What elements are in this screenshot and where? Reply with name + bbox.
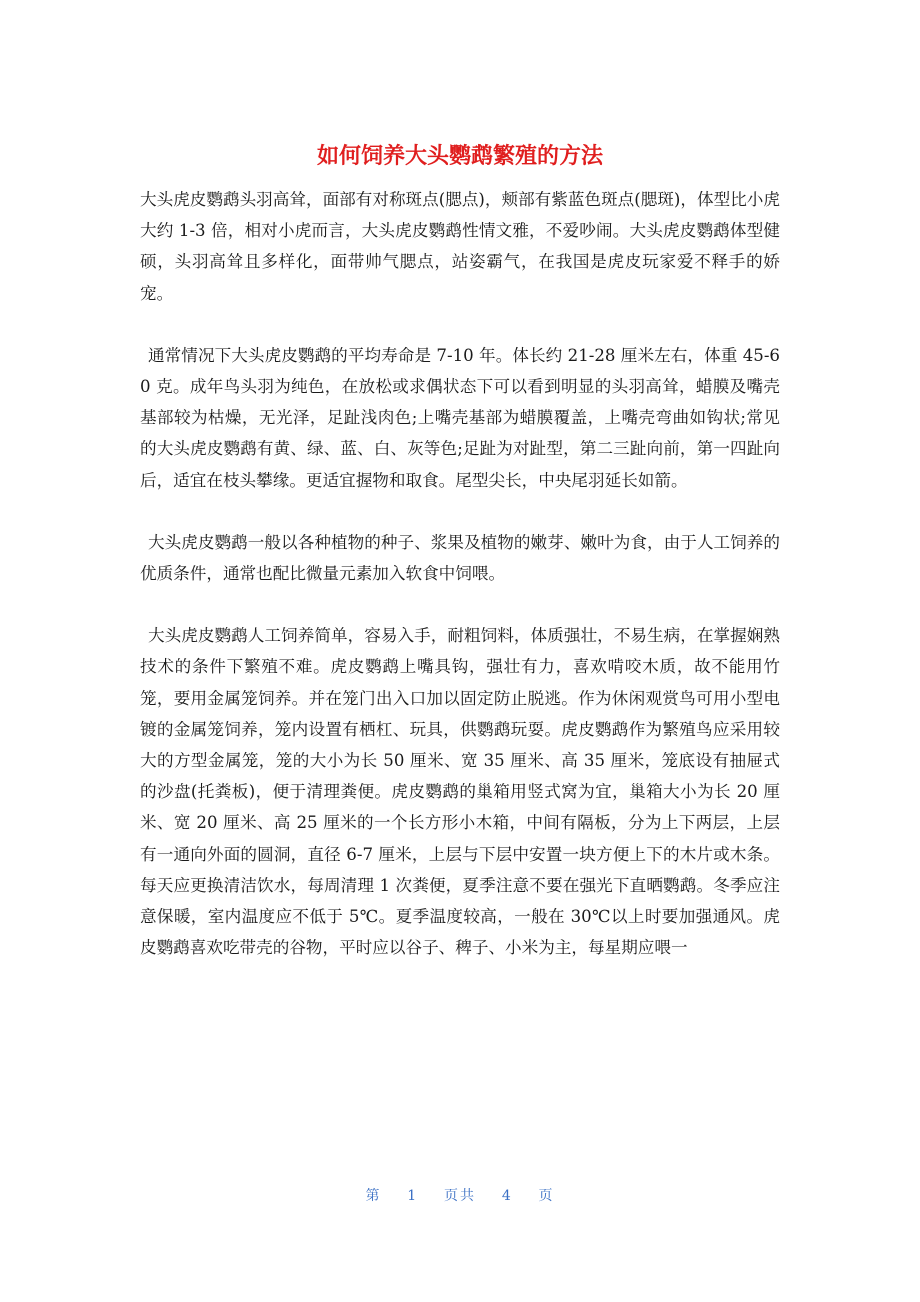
paragraph-1: 大头虎皮鹦鹉头羽高耸，面部有对称斑点(腮点)，颊部有紫蓝色斑点(腮斑)，体型比小虎大约 1-3 倍，相对小虎而言，大头虎皮鹦鹉性情文雅，不爱吵闹。大头虎皮鹦鹉体型健硕，头羽高耸且多样化，面带帅气腮点，站姿霸气，在我国是虎皮玩家爱不释手的娇宠。 bbox=[140, 190, 780, 303]
footer-suffix: 页 bbox=[538, 1188, 555, 1204]
footer-prefix: 第 bbox=[365, 1188, 382, 1204]
paragraph-4: 大头虎皮鹦鹉人工饲养简单，容易入手，耐粗饲料，体质强壮，不易生病，在掌握娴熟技术的条件下繁殖不难。虎皮鹦鹉上嘴具钩，强壮有力，喜欢啃咬木质，故不能用竹笼，要用金属笼饲养。并在笼门出入口加以固定防止脱逃。作为休闲观赏鸟可用小型电镀的金属笼饲养，笼内设置有栖杠、玩具，供鹦鹉玩耍。虎皮鹦鹉作为繁殖鸟应采用较大的方型金属笼，笼的大小为长 50 厘米、宽 35 厘米、高 35 厘米，笼底设有抽屉式的沙盘(托粪板)，便于清理粪便。虎皮鹦鹉的巢箱用竖式窝为宜，巢箱大小为长 20 厘米、宽 20 厘米、高 25 厘米的一个长方形小木箱，中间有隔板，分为上下两层，上层有一通向外面的圆洞，直径 6-7 厘米，上层与下层中安置一块方便上下的木片或木条。每天应更换清洁饮水，每周清理 1 次粪便，夏季注意不要在强光下直晒鹦鹉。冬季应注意保暖，室内温度应不低于 5℃。夏季温度较高，一般在 30℃以上时要加强通风。虎皮鹦鹉喜欢吃带壳的谷物，平时应以谷子、稗子、小米为主，每星期应喂一 bbox=[140, 626, 780, 958]
footer-page-number: 1 bbox=[407, 1188, 419, 1204]
document-body bbox=[140, 184, 780, 963]
footer-total-pages: 4 bbox=[501, 1188, 513, 1204]
document-title: 如何饲养大头鹦鹉繁殖的方法 bbox=[316, 144, 603, 169]
paragraph-3: 大头虎皮鹦鹉一般以各种植物的种子、浆果及植物的嫩芽、嫩叶为食，由于人工饲养的优质条件，通常也配比微量元素加入软食中饲喂。 bbox=[140, 532, 780, 584]
page-footer bbox=[0, 1186, 920, 1206]
paragraph-2: 通常情况下大头虎皮鹦鹉的平均寿命是 7-10 年。体长约 21-28 厘米左右，体重 45-60 克。成年鸟头羽为纯色，在放松或求偶状态下可以看到明显的头羽高耸，蜡膜及嘴壳基部较为枯燥，无光泽，足趾浅肉色;上嘴壳基部为蜡膜覆盖，上嘴壳弯曲如钩状;常见的大头虎皮鹦鹉有黄、绿、蓝、白、灰等色;足趾为对趾型，第二三趾向前，第一四趾向后，适宜在枝头攀缘。更适宜握物和取食。尾型尖长，中央尾羽延长如箭。 bbox=[140, 345, 780, 490]
footer-middle: 页共 bbox=[444, 1188, 476, 1204]
